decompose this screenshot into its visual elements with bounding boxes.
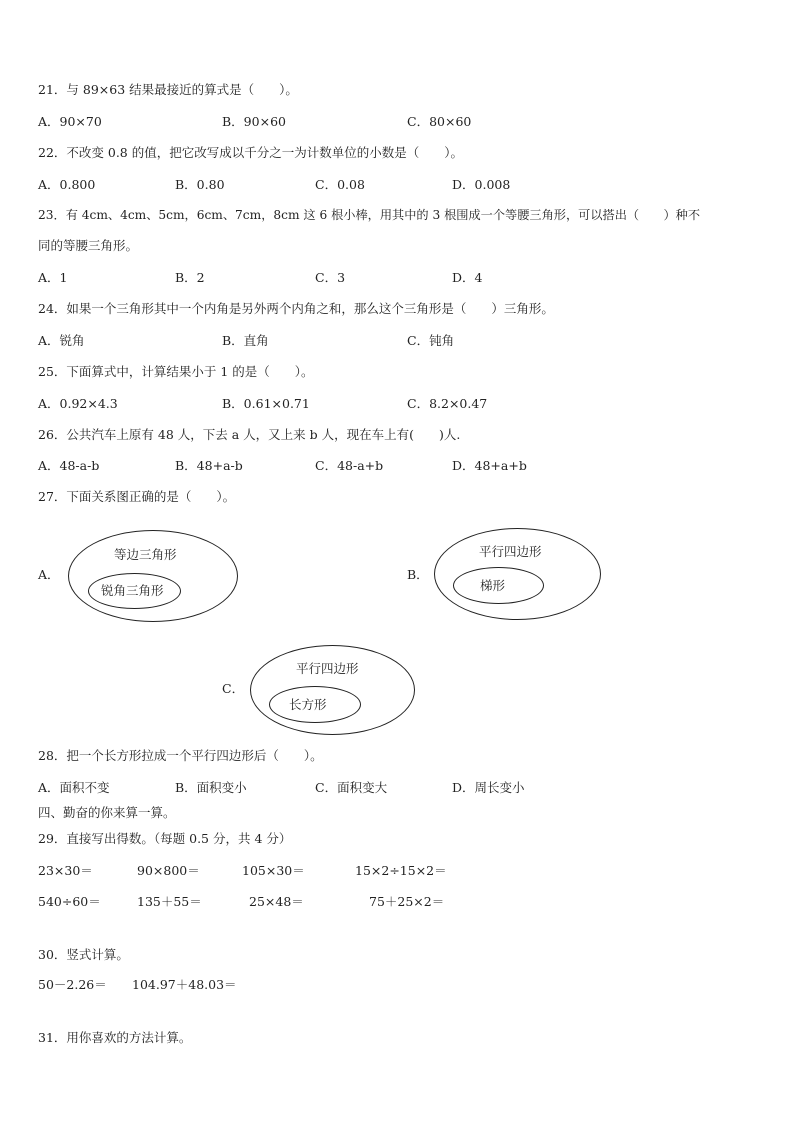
q27-option-c[interactable]: C． — [222, 681, 245, 696]
q22-option-d[interactable]: D．0.008 — [452, 177, 511, 192]
q25-option-a[interactable]: A．0.92×4.3 — [38, 396, 118, 411]
q26-option-a[interactable]: A．48-a-b — [38, 458, 100, 473]
q28-option-b[interactable]: B．面积变小 — [175, 780, 247, 795]
q29-stem: 29．直接写出得数。（每题 0.5 分，共 4 分） — [38, 831, 292, 846]
outer-label-a: 等边三角形 — [114, 547, 177, 562]
q27-option-a[interactable]: A． — [38, 567, 60, 582]
q29-item-8: 75＋25×2＝ — [369, 894, 445, 909]
q29-item-6: 135＋55＝ — [137, 894, 202, 909]
q22-option-b[interactable]: B．0.80 — [175, 177, 225, 192]
q22-option-a[interactable]: A．0.800 — [38, 177, 96, 192]
q25-option-c[interactable]: C．8.2×0.47 — [407, 396, 488, 411]
q24-option-a[interactable]: A．锐角 — [38, 333, 85, 348]
q29-item-2: 90×800＝ — [137, 863, 200, 878]
outer-label-b: 平行四边形 — [479, 544, 542, 559]
q27-option-b[interactable]: B． — [407, 567, 429, 582]
q29-item-5: 540÷60＝ — [38, 894, 101, 909]
q22-stem: 22．不改变 0.8 的值，把它改写成以千分之一为计数单位的小数是（ ）。 — [38, 145, 463, 160]
q30-stem: 30．竖式计算。 — [38, 947, 129, 962]
q23-option-d[interactable]: D．4 — [452, 270, 483, 285]
q27-stem: 27．下面关系图正确的是（ ）。 — [38, 489, 236, 504]
q26-option-d[interactable]: D．48+a+b — [452, 458, 527, 473]
q29-item-4: 15×2÷15×2＝ — [355, 863, 447, 878]
outer-label-c: 平行四边形 — [296, 661, 359, 676]
q23-stem-line2: 同的等腰三角形。 — [38, 238, 139, 253]
q24-option-b[interactable]: B．直角 — [222, 333, 269, 348]
q21-option-c[interactable]: C．80×60 — [407, 114, 472, 129]
q22-option-c[interactable]: C．0.08 — [315, 177, 365, 192]
q26-stem: 26．公共汽车上原有 48 人，下去 a 人，又上来 b 人，现在车上有( )人. — [38, 427, 461, 442]
q26-option-b[interactable]: B．48+a-b — [175, 458, 243, 473]
q24-option-c[interactable]: C．钝角 — [407, 333, 455, 348]
q25-option-b[interactable]: B．0.61×0.71 — [222, 396, 310, 411]
q23-option-a[interactable]: A．1 — [38, 270, 68, 285]
q21-option-a[interactable]: A．90×70 — [38, 114, 102, 129]
section-4-heading: 四、勤奋的你来算一算。 — [38, 805, 176, 820]
q30-item-2: 104.97＋48.03＝ — [132, 977, 237, 992]
q28-option-d[interactable]: D．周长变小 — [452, 780, 525, 795]
q28-option-c[interactable]: C．面积变大 — [315, 780, 388, 795]
q26-option-c[interactable]: C．48-a+b — [315, 458, 384, 473]
q29-item-3: 105×30＝ — [242, 863, 305, 878]
q31-stem: 31．用你喜欢的方法计算。 — [38, 1030, 192, 1045]
inner-label-a: 锐角三角形 — [101, 583, 164, 598]
inner-label-b: 梯形 — [480, 578, 506, 593]
q24-stem: 24．如果一个三角形其中一个内角是另外两个内角之和，那么这个三角形是（ ）三角形。 — [38, 301, 554, 316]
q25-stem: 25．下面算式中，计算结果小于 1 的是（ ）。 — [38, 364, 314, 379]
q23-option-c[interactable]: C．3 — [315, 270, 346, 285]
q21-stem: 21．与 89×63 结果最接近的算式是（ ）。 — [38, 82, 298, 97]
q29-item-7: 25×48＝ — [249, 894, 304, 909]
q23-option-b[interactable]: B．2 — [175, 270, 205, 285]
q28-stem: 28．把一个长方形拉成一个平行四边形后（ ）。 — [38, 748, 323, 763]
q28-option-a[interactable]: A．面积不变 — [38, 780, 110, 795]
q29-item-1: 23×30＝ — [38, 863, 93, 878]
inner-label-c: 长方形 — [289, 697, 327, 712]
q21-option-b[interactable]: B．90×60 — [222, 114, 286, 129]
q23-stem-line1: 23．有 4cm、4cm、5cm，6cm、7cm，8cm 这 6 根小棒，用其中的 3 根围成一个等腰三角形，可以搭出（ ）种不 — [38, 208, 701, 222]
q30-item-1: 50－2.26＝ — [38, 977, 107, 992]
